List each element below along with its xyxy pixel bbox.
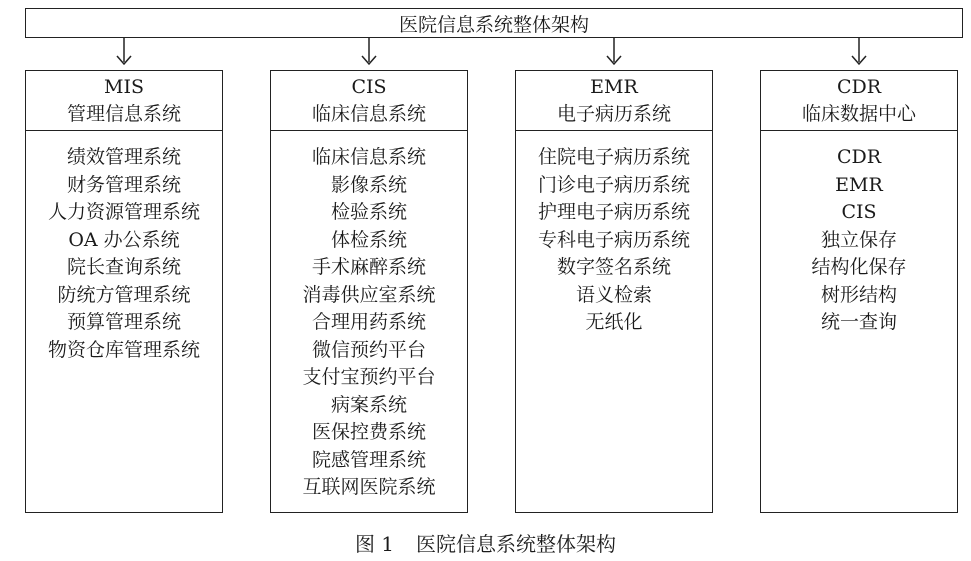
column-mis <box>25 70 223 513</box>
column-header <box>516 71 712 131</box>
list-item: 临床信息系统 <box>311 146 426 168</box>
column-header <box>271 71 467 131</box>
list-item: 影像系统 <box>330 173 407 196</box>
list-item: 合理用药系统 <box>311 311 426 333</box>
column-cis <box>270 70 468 513</box>
list-item: 人力资源管理系统 <box>47 201 200 223</box>
list-item: 手术麻醉系统 <box>311 256 426 278</box>
list-item: 树形结构 <box>820 283 897 306</box>
list-item: 支付宝预约平台 <box>302 366 436 388</box>
column-abbr: CIS <box>351 75 387 98</box>
list-item: EMR <box>835 173 883 196</box>
figure-number: 图 1 <box>354 532 395 556</box>
architecture-title: 医院信息系统整体架构 <box>398 13 589 36</box>
column-name: 临床信息系统 <box>311 102 426 125</box>
list-item: 医保控费系统 <box>311 421 426 443</box>
column-name: 管理信息系统 <box>66 102 181 125</box>
list-item: 院感管理系统 <box>311 448 426 471</box>
column-abbr: EMR <box>590 75 638 98</box>
list-item: 体检系统 <box>330 228 407 251</box>
figure-caption <box>0 528 971 557</box>
column-item-list <box>271 131 467 502</box>
list-item: 统一查询 <box>820 311 897 333</box>
figure-caption-text: 医院信息系统整体架构 <box>416 532 617 556</box>
column-abbr: MIS <box>104 75 144 98</box>
list-item: 门诊电子病历系统 <box>537 173 690 196</box>
column-abbr: CDR <box>836 75 882 98</box>
column-name: 临床数据中心 <box>801 102 916 125</box>
column-name: 电子病历系统 <box>556 102 671 125</box>
list-item: 物资仓库管理系统 <box>47 338 200 361</box>
list-item: OA 办公系统 <box>68 228 180 251</box>
connector-arrows <box>0 0 971 72</box>
list-item: 护理电子病历系统 <box>537 201 690 223</box>
list-item: 住院电子病历系统 <box>537 146 690 168</box>
column-header <box>26 71 222 131</box>
list-item: 预算管理系统 <box>66 311 181 333</box>
list-item: 互联网医院系统 <box>302 476 436 498</box>
list-item: 独立保存 <box>820 228 897 251</box>
list-item: 微信预约平台 <box>311 338 426 361</box>
list-item: CDR <box>836 146 882 168</box>
list-item: 病案系统 <box>330 393 407 416</box>
list-item: 数字签名系统 <box>556 256 671 278</box>
column-item-list <box>26 131 222 364</box>
column-item-list <box>761 131 957 337</box>
list-item: 无纸化 <box>585 311 643 333</box>
list-item: 防统方管理系统 <box>57 283 191 306</box>
list-item: 财务管理系统 <box>66 173 181 196</box>
column-cdr <box>760 70 958 513</box>
list-item: 检验系统 <box>330 201 407 223</box>
list-item: 消毒供应室系统 <box>302 283 436 306</box>
list-item: 结构化保存 <box>811 256 907 278</box>
column-header <box>761 71 957 131</box>
list-item: 语义检索 <box>575 283 652 306</box>
list-item: 院长查询系统 <box>66 256 181 278</box>
list-item: 绩效管理系统 <box>66 146 181 168</box>
list-item: 专科电子病历系统 <box>537 228 690 251</box>
column-item-list <box>516 131 712 337</box>
list-item: CIS <box>841 201 877 223</box>
column-emr <box>515 70 713 513</box>
